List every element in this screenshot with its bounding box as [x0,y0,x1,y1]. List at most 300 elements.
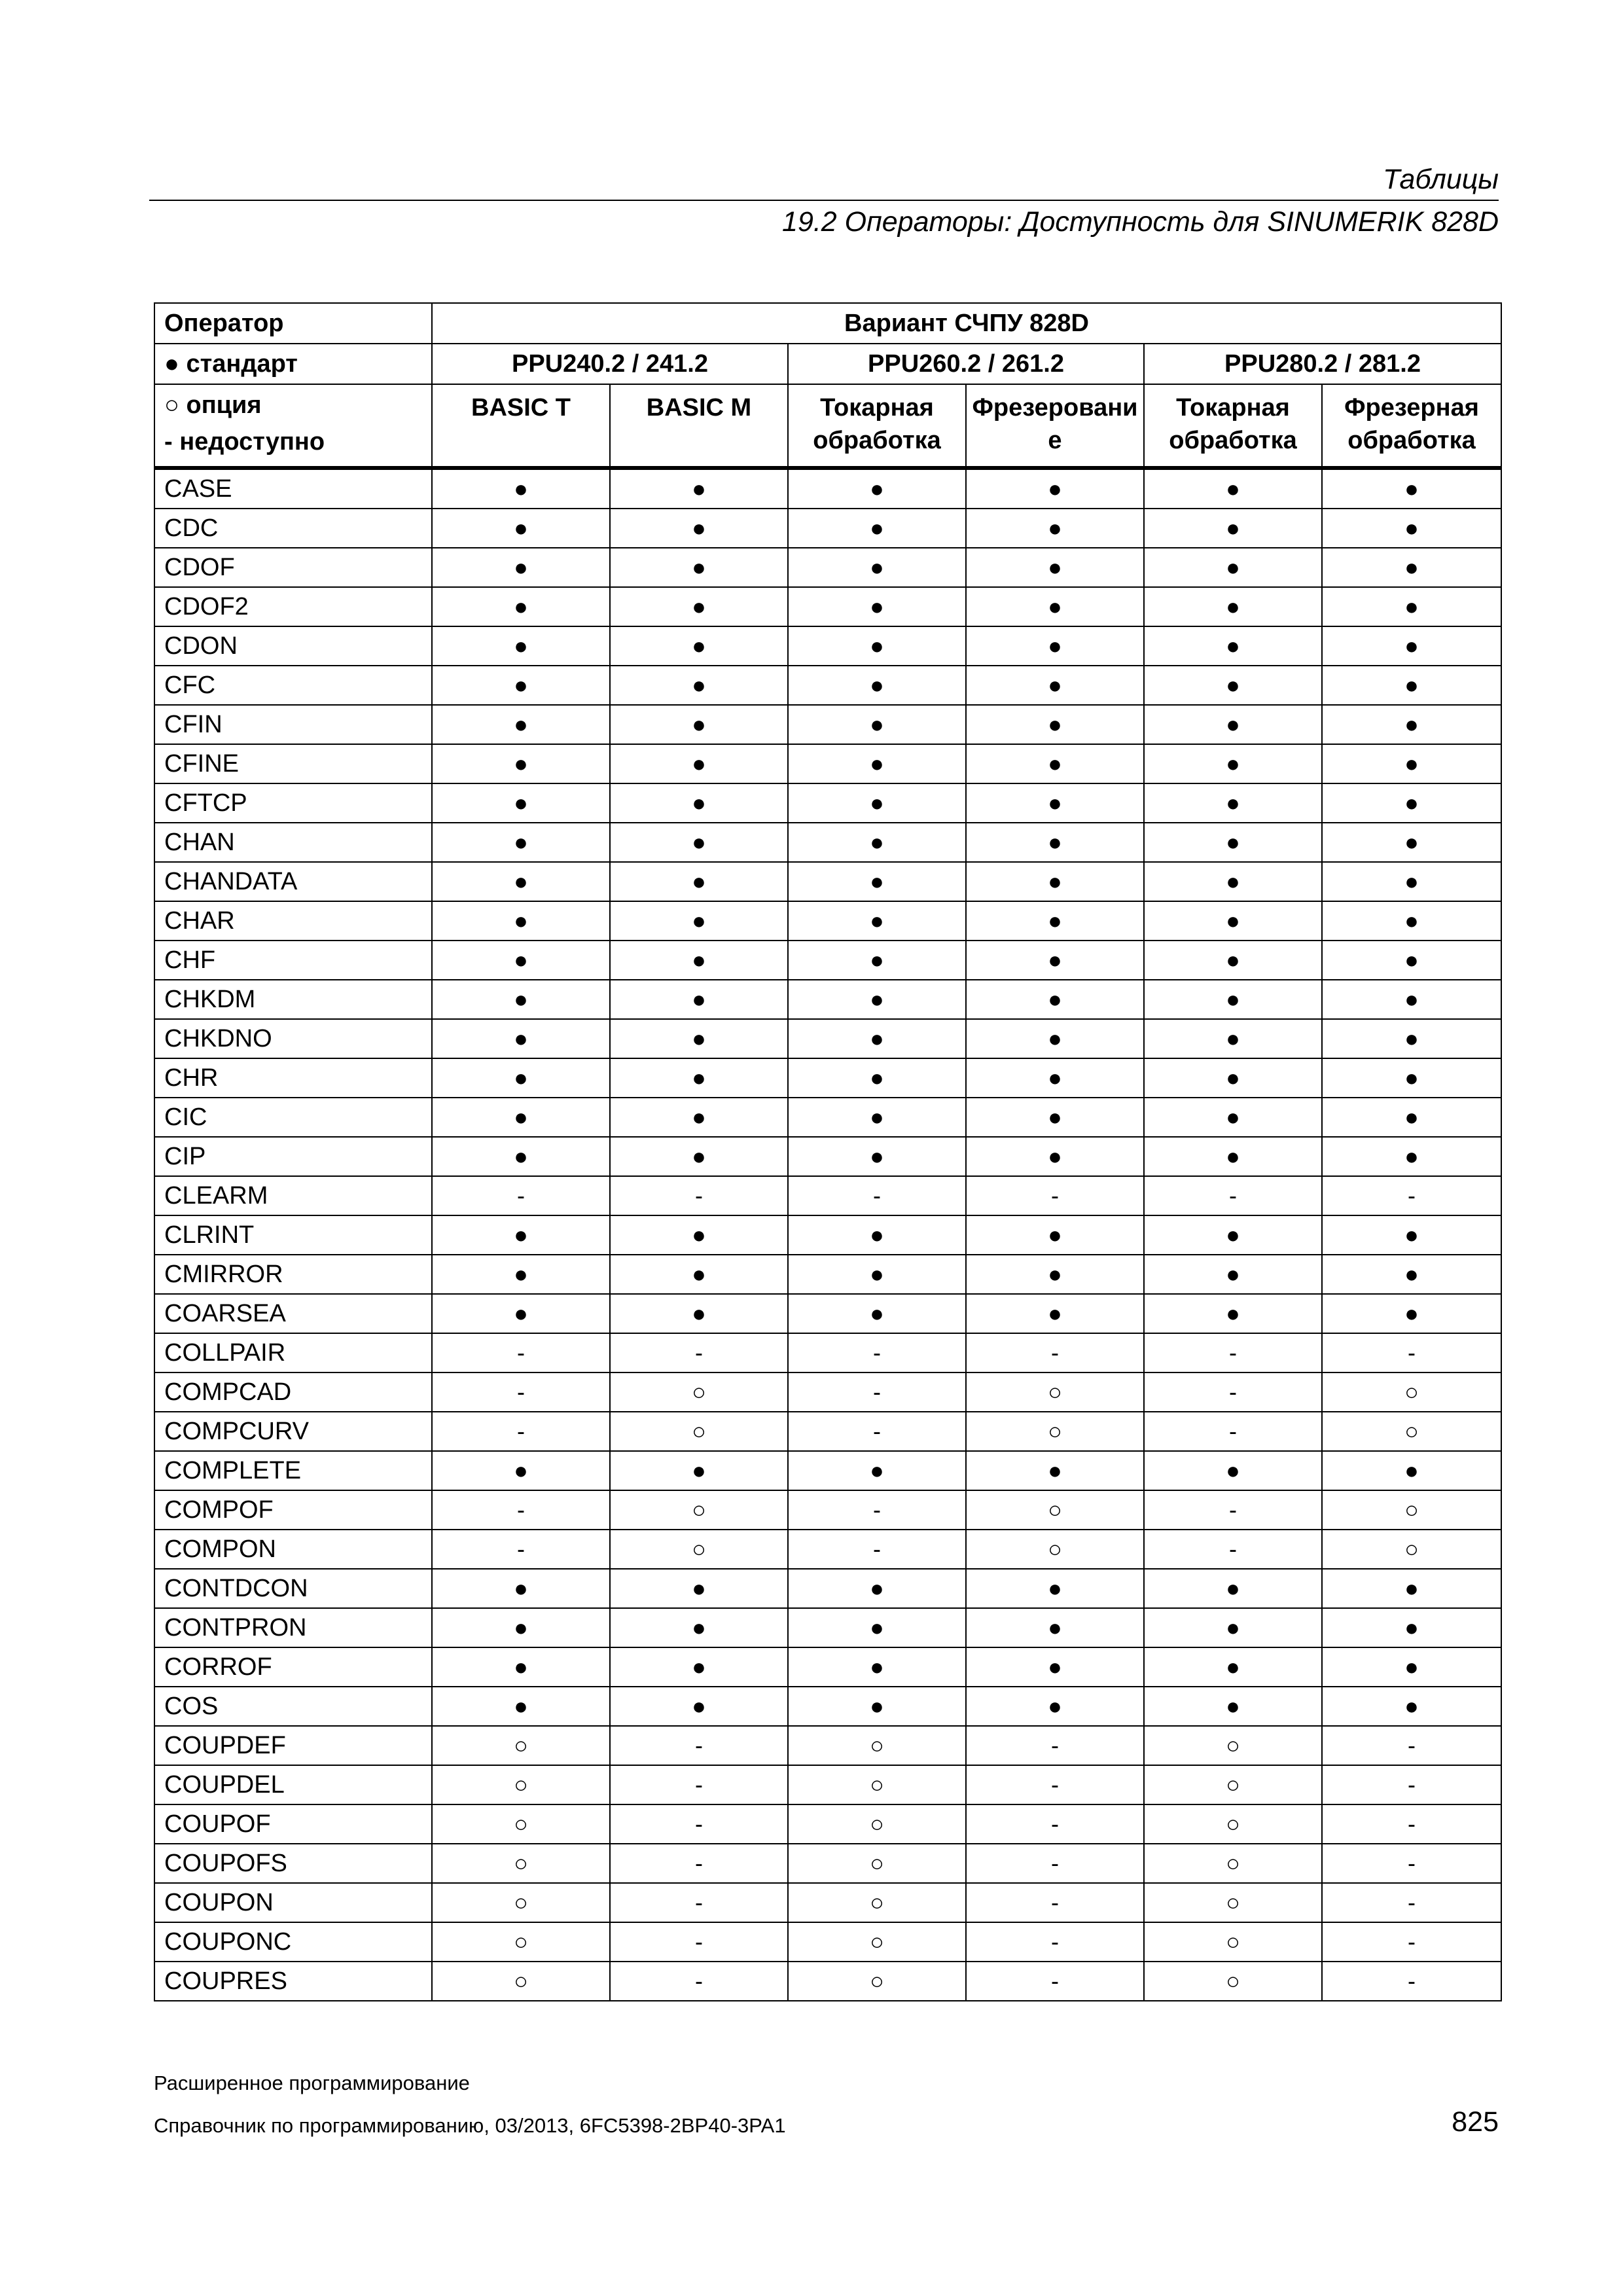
operator-name: CMIRROR [154,1255,432,1294]
table-row [154,666,1501,705]
availability-mark: ● [788,1215,966,1255]
availability-mark: ● [432,941,610,980]
table-row [154,823,1501,862]
availability-mark: ○ [432,1883,610,1922]
availability-mark: ● [1322,744,1501,783]
column-header-line: BASIC M [646,394,752,422]
availability-mark: ● [788,783,966,823]
availability-mark: ● [1144,744,1322,783]
availability-mark: - [432,1412,610,1451]
availability-mark: ● [1322,509,1501,548]
table-row [154,1058,1501,1098]
availability-mark: - [610,1765,788,1804]
availability-mark: ● [1322,980,1501,1019]
availability-mark: - [1322,1176,1501,1215]
table-row [154,1372,1501,1412]
operator-availability-table [154,302,1502,2001]
table-row [154,901,1501,941]
availability-mark: ● [1144,1647,1322,1687]
availability-mark: - [966,1726,1144,1765]
availability-mark: ● [432,1137,610,1176]
availability-mark: - [610,1726,788,1765]
availability-mark: ● [788,1058,966,1098]
availability-mark: ● [1144,1137,1322,1176]
availability-mark: ● [610,1019,788,1058]
availability-mark: - [788,1372,966,1412]
availability-mark: ○ [1322,1530,1501,1569]
availability-mark: ● [610,744,788,783]
availability-mark: - [610,1883,788,1922]
availability-mark: ● [1322,587,1501,626]
availability-mark: ● [1322,1255,1501,1294]
availability-mark: ○ [788,1726,966,1765]
availability-mark: ● [966,862,1144,901]
operator-name: CDON [154,626,432,666]
availability-mark: - [966,1765,1144,1804]
footer-reference: Справочник по программированию, 03/2013, 6FC5398-2BP40-3PA1 [154,2114,786,2137]
availability-mark: ● [788,1569,966,1608]
availability-mark: ● [432,1687,610,1726]
availability-mark: ● [788,666,966,705]
availability-mark: ○ [966,1490,1144,1530]
availability-mark: ○ [788,1765,966,1804]
availability-mark: ● [788,468,966,509]
availability-mark: ● [1144,941,1322,980]
availability-mark: ● [610,1608,788,1647]
availability-mark: ● [788,1137,966,1176]
availability-mark: ● [432,901,610,941]
operator-name: COUPDEF [154,1726,432,1765]
availability-mark: ● [1144,1019,1322,1058]
availability-mark: ● [1144,1687,1322,1726]
availability-mark: ○ [432,1962,610,2001]
column-header-basic-m [610,384,788,468]
availability-mark: ● [610,626,788,666]
availability-mark: ● [610,1647,788,1687]
operator-name: COMPCAD [154,1372,432,1412]
availability-mark: ● [966,1451,1144,1490]
availability-mark: ● [788,823,966,862]
availability-mark: ● [1322,1608,1501,1647]
availability-mark: - [610,1844,788,1883]
availability-mark: ● [1144,783,1322,823]
availability-mark: ○ [610,1530,788,1569]
availability-mark: ● [788,862,966,901]
availability-mark: ● [1144,468,1322,509]
availability-mark: ● [1322,1098,1501,1137]
availability-mark: - [1144,1490,1322,1530]
availability-mark: ● [610,1569,788,1608]
table-row [154,1137,1501,1176]
availability-mark: ● [966,468,1144,509]
availability-mark: ● [966,1569,1144,1608]
table-row [154,1687,1501,1726]
availability-mark: ● [432,1255,610,1294]
column-header-milling-280 [1322,384,1501,468]
availability-mark: ● [432,980,610,1019]
availability-mark: ● [432,1608,610,1647]
operator-name: COUPRES [154,1962,432,2001]
availability-mark: ● [966,1647,1144,1687]
header-row-1 [154,303,1501,344]
table-row [154,783,1501,823]
operator-name: CLEARM [154,1176,432,1215]
table-row [154,1530,1501,1569]
availability-mark: - [432,1333,610,1372]
availability-mark: ● [610,1294,788,1333]
availability-mark: ○ [432,1922,610,1962]
availability-mark: ○ [1144,1962,1322,2001]
availability-mark: - [966,1962,1144,2001]
availability-mark: ● [432,509,610,548]
availability-mark: ○ [788,1844,966,1883]
availability-mark: ● [788,548,966,587]
availability-mark: ○ [788,1883,966,1922]
table-row [154,1765,1501,1804]
availability-mark: ○ [610,1412,788,1451]
availability-mark: - [1322,1765,1501,1804]
availability-mark: ● [1144,666,1322,705]
availability-mark: ● [610,980,788,1019]
operator-name: CHANDATA [154,862,432,901]
operator-name: COUPDEL [154,1765,432,1804]
availability-mark: ○ [432,1804,610,1844]
availability-mark: ● [1144,823,1322,862]
availability-mark: ● [788,941,966,980]
availability-mark: ● [788,705,966,744]
availability-mark: ● [432,1215,610,1255]
availability-mark: - [1144,1372,1322,1412]
availability-mark: ● [610,1137,788,1176]
availability-mark: - [1322,1726,1501,1765]
availability-mark: ● [1144,1215,1322,1255]
availability-mark: ● [1322,1058,1501,1098]
table-row [154,468,1501,509]
operator-name: COLLPAIR [154,1333,432,1372]
availability-mark: ● [966,1019,1144,1058]
availability-mark: ● [432,1451,610,1490]
operator-name: CLRINT [154,1215,432,1255]
availability-mark: ● [966,901,1144,941]
column-header-line: BASIC T [471,394,571,422]
availability-mark: - [610,1333,788,1372]
header-rule [149,200,1499,201]
availability-mark: ● [788,1019,966,1058]
table-row [154,941,1501,980]
availability-mark: ● [788,744,966,783]
column-header-basic-t [432,384,610,468]
availability-mark: ○ [432,1765,610,1804]
table-row [154,1844,1501,1883]
availability-mark: ● [788,509,966,548]
availability-mark: ● [1322,548,1501,587]
table-row [154,1804,1501,1844]
group-header-ppu280: PPU280.2 / 281.2 [1144,344,1501,384]
availability-mark: ● [610,941,788,980]
availability-mark: - [966,1804,1144,1844]
availability-mark: ● [966,1294,1144,1333]
header-row-3 [154,384,1501,468]
availability-mark: ● [966,587,1144,626]
operator-name: CIP [154,1137,432,1176]
operator-name: CHAN [154,823,432,862]
availability-mark: ● [432,823,610,862]
column-header-line: обработка [1169,427,1297,454]
availability-mark: ● [1322,468,1501,509]
availability-mark: ● [1144,1569,1322,1608]
variant-header: Вариант СЧПУ 828D [432,303,1501,344]
operator-name: COUPON [154,1883,432,1922]
availability-mark: ● [432,1569,610,1608]
availability-mark: ● [788,1255,966,1294]
availability-mark: ○ [788,1962,966,2001]
operator-column-header: Оператор [154,303,432,344]
availability-mark: ● [1322,783,1501,823]
column-header-milling-260 [966,384,1144,468]
operator-name: CDOF2 [154,587,432,626]
table-row [154,626,1501,666]
availability-mark: ● [1322,666,1501,705]
availability-mark: ● [432,744,610,783]
availability-mark: ● [1322,1019,1501,1058]
availability-mark: ● [966,1255,1144,1294]
availability-mark: - [966,1844,1144,1883]
availability-mark: ○ [1322,1490,1501,1530]
availability-mark: ● [610,1098,788,1137]
operator-name: COUPOF [154,1804,432,1844]
operator-name: CHAR [154,901,432,941]
availability-mark: ● [1322,823,1501,862]
availability-mark: ○ [788,1922,966,1962]
operator-name: CDOF [154,548,432,587]
availability-mark: ● [432,705,610,744]
availability-mark: ● [610,1215,788,1255]
table-row [154,1647,1501,1687]
availability-mark: ● [1322,1215,1501,1255]
availability-mark: ● [966,941,1144,980]
availability-mark: ● [432,587,610,626]
operator-name: CHKDM [154,980,432,1019]
availability-mark: - [1322,1922,1501,1962]
availability-mark: - [1322,1844,1501,1883]
availability-mark: ○ [610,1490,788,1530]
column-header-line: Токарная [1176,394,1290,422]
availability-mark: ● [966,783,1144,823]
section-title: 19.2 Операторы: Доступность для SINUMERIK 828D [782,206,1499,238]
availability-mark: ● [788,1647,966,1687]
availability-mark: ● [1322,705,1501,744]
table-row [154,1451,1501,1490]
column-header-turning-280 [1144,384,1322,468]
availability-mark: ● [1322,1687,1501,1726]
availability-mark: ● [1144,1058,1322,1098]
availability-mark: ● [610,823,788,862]
legend-unavailable: - недоступно [164,428,325,456]
table-row [154,1726,1501,1765]
availability-mark: ● [610,509,788,548]
availability-mark: ● [1144,509,1322,548]
table-row [154,1962,1501,2001]
operator-name: COMPOF [154,1490,432,1530]
availability-mark: ● [1322,1569,1501,1608]
availability-mark: ● [610,1687,788,1726]
availability-mark: ● [610,1255,788,1294]
availability-mark: ● [788,1687,966,1726]
table-row [154,1569,1501,1608]
operator-name: CONTPRON [154,1608,432,1647]
availability-mark: - [788,1412,966,1451]
availability-mark: ● [1144,980,1322,1019]
availability-mark: ● [1144,1608,1322,1647]
column-header-line: Токарная [820,394,934,422]
availability-mark: ● [966,1137,1144,1176]
availability-mark: ● [432,626,610,666]
availability-mark: - [788,1530,966,1569]
operator-name: CHR [154,1058,432,1098]
availability-mark: ● [432,783,610,823]
availability-mark: ○ [966,1412,1144,1451]
availability-mark: ● [1322,1294,1501,1333]
table-row [154,1019,1501,1058]
table-row [154,1608,1501,1647]
table-row [154,548,1501,587]
operator-name: COUPOFS [154,1844,432,1883]
availability-mark: ● [788,901,966,941]
header-row-2 [154,344,1501,384]
availability-mark: ○ [788,1804,966,1844]
availability-mark: ● [966,980,1144,1019]
availability-mark: ● [610,1451,788,1490]
availability-mark: ● [788,1608,966,1647]
availability-mark: ○ [1322,1372,1501,1412]
availability-mark: ● [1144,626,1322,666]
availability-mark: - [610,1962,788,2001]
column-header-line: е [1048,427,1062,454]
availability-mark: - [788,1176,966,1215]
availability-mark: ● [1144,1451,1322,1490]
group-header-ppu240: PPU240.2 / 241.2 [432,344,788,384]
table-row [154,705,1501,744]
availability-mark: ● [432,862,610,901]
operator-name: CFINE [154,744,432,783]
operator-name: COMPON [154,1530,432,1569]
availability-mark: - [1144,1333,1322,1372]
availability-mark: - [1144,1412,1322,1451]
availability-mark: ● [966,1687,1144,1726]
availability-mark: ○ [432,1726,610,1765]
column-header-line: Фрезеровани [972,394,1138,422]
availability-mark: ● [432,666,610,705]
table-row [154,1922,1501,1962]
availability-mark: ● [1144,862,1322,901]
availability-mark: ● [966,823,1144,862]
availability-mark: ● [610,862,788,901]
availability-mark: - [1144,1530,1322,1569]
availability-mark: ○ [1144,1804,1322,1844]
availability-mark: ○ [610,1372,788,1412]
chapter-title: Таблицы [1383,164,1499,195]
operator-name: CFC [154,666,432,705]
availability-mark: ● [610,1058,788,1098]
availability-mark: ● [966,1608,1144,1647]
operator-name: CFTCP [154,783,432,823]
availability-mark: ● [610,468,788,509]
availability-mark: ● [966,1098,1144,1137]
availability-mark: ● [788,1451,966,1490]
availability-mark: ○ [1144,1844,1322,1883]
availability-mark: ● [610,705,788,744]
table-row [154,1490,1501,1530]
availability-mark: - [610,1176,788,1215]
operator-name: CHKDNO [154,1019,432,1058]
table-row [154,1294,1501,1333]
column-header-line: Фрезерная [1344,394,1479,422]
availability-mark: ● [966,666,1144,705]
availability-mark: ● [1322,626,1501,666]
table-row [154,862,1501,901]
availability-mark: ● [1322,901,1501,941]
footer-book-title: Расширенное программирование [154,2072,470,2094]
availability-mark: - [432,1372,610,1412]
table-row [154,1098,1501,1137]
table-row [154,1176,1501,1215]
availability-mark: ○ [966,1372,1144,1412]
page-number: 825 [1452,2106,1499,2138]
table-row [154,1883,1501,1922]
column-header-turning-260 [788,384,966,468]
legend-cell [154,384,432,468]
availability-mark: ● [788,980,966,1019]
table-row [154,1255,1501,1294]
table-row [154,1215,1501,1255]
availability-mark: ○ [1144,1922,1322,1962]
availability-mark: ● [610,783,788,823]
availability-mark: ● [1144,705,1322,744]
availability-mark: ● [1144,1294,1322,1333]
operator-name: COS [154,1687,432,1726]
availability-mark: ● [1144,1255,1322,1294]
availability-mark: - [432,1490,610,1530]
availability-mark: - [1322,1883,1501,1922]
availability-mark: ● [966,1215,1144,1255]
availability-mark: ○ [432,1844,610,1883]
availability-mark: ● [1144,901,1322,941]
table-row [154,587,1501,626]
availability-mark: ● [610,548,788,587]
operator-name: CORROF [154,1647,432,1687]
availability-mark: - [1144,1176,1322,1215]
operator-name: COARSEA [154,1294,432,1333]
availability-mark: - [966,1333,1144,1372]
availability-mark: ● [1144,548,1322,587]
availability-mark: ○ [1144,1726,1322,1765]
availability-mark: ● [788,1294,966,1333]
legend-option: ○ опция [164,391,262,419]
availability-mark: ○ [966,1530,1144,1569]
availability-mark: ● [610,666,788,705]
availability-mark: ● [1322,1137,1501,1176]
availability-mark: ● [788,587,966,626]
availability-mark: ● [432,1098,610,1137]
table-row [154,1333,1501,1372]
table-row [154,744,1501,783]
operator-name: CIC [154,1098,432,1137]
availability-mark: ● [432,468,610,509]
availability-mark: - [1322,1804,1501,1844]
operator-name: COMPLETE [154,1451,432,1490]
availability-mark: ● [1322,1647,1501,1687]
availability-mark: ● [1322,1451,1501,1490]
